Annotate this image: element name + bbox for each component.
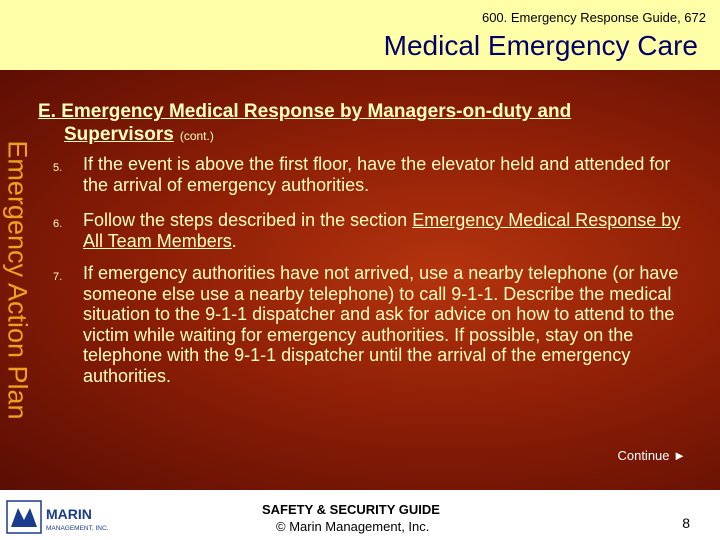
list-item	[53, 210, 683, 251]
logo-subtext: MANAGEMENT, INC.	[46, 525, 109, 532]
footer-guide-title: SAFETY & SECURITY GUIDE	[262, 502, 440, 517]
list-item-text: If emergency authorities have not arrived, use a nearby telephone (or have someone else use a nearby telephone) to call 9-1-1. Describe the medical situation to the 9-1-1 dispatcher and ask for advice on how to attend to the victim while waiting for emergency authorities. If possible, stay on the telephone with the 9-1-1 dispatcher until the arrival of the emergency authorities.	[83, 263, 679, 386]
footer-copyright: © Marin Management, Inc.	[276, 519, 430, 534]
sidebar-vertical-text: Emergency Action Plan	[2, 140, 33, 420]
logo-text: MARIN	[46, 506, 92, 522]
guide-reference: 600. Emergency Response Guide, 672	[481, 10, 706, 25]
list-item-number: 6.	[53, 218, 63, 230]
page-number: 8	[682, 515, 690, 531]
section-heading-line2: Supervisors	[64, 124, 174, 145]
list-item-number: 5.	[53, 162, 63, 174]
list-item-text-after: .	[231, 230, 237, 251]
section-heading-line1: E. Emergency Medical Response by Managers-on-duty and	[38, 101, 572, 122]
slide-title: Medical Emergency Care	[383, 30, 698, 61]
section-link[interactable]: Emergency Medical Response by All Team Members	[83, 210, 681, 251]
continue-link[interactable]: Continue ►	[617, 448, 686, 463]
list-item-text-before: Follow the steps described in the section	[83, 210, 413, 230]
list-item-text: If the event is above the first floor, have the elevator held and attended for the arrival of emergency authorities.	[83, 154, 671, 195]
slide-header	[0, 0, 720, 70]
list-item	[53, 263, 683, 386]
marin-logo	[6, 500, 126, 534]
section-heading	[38, 100, 678, 148]
cont-label: (cont.)	[179, 129, 214, 143]
sidebar-banner	[0, 70, 34, 490]
logo-frame	[7, 501, 41, 533]
list-item-number: 7.	[53, 271, 63, 283]
list-item	[53, 154, 683, 195]
